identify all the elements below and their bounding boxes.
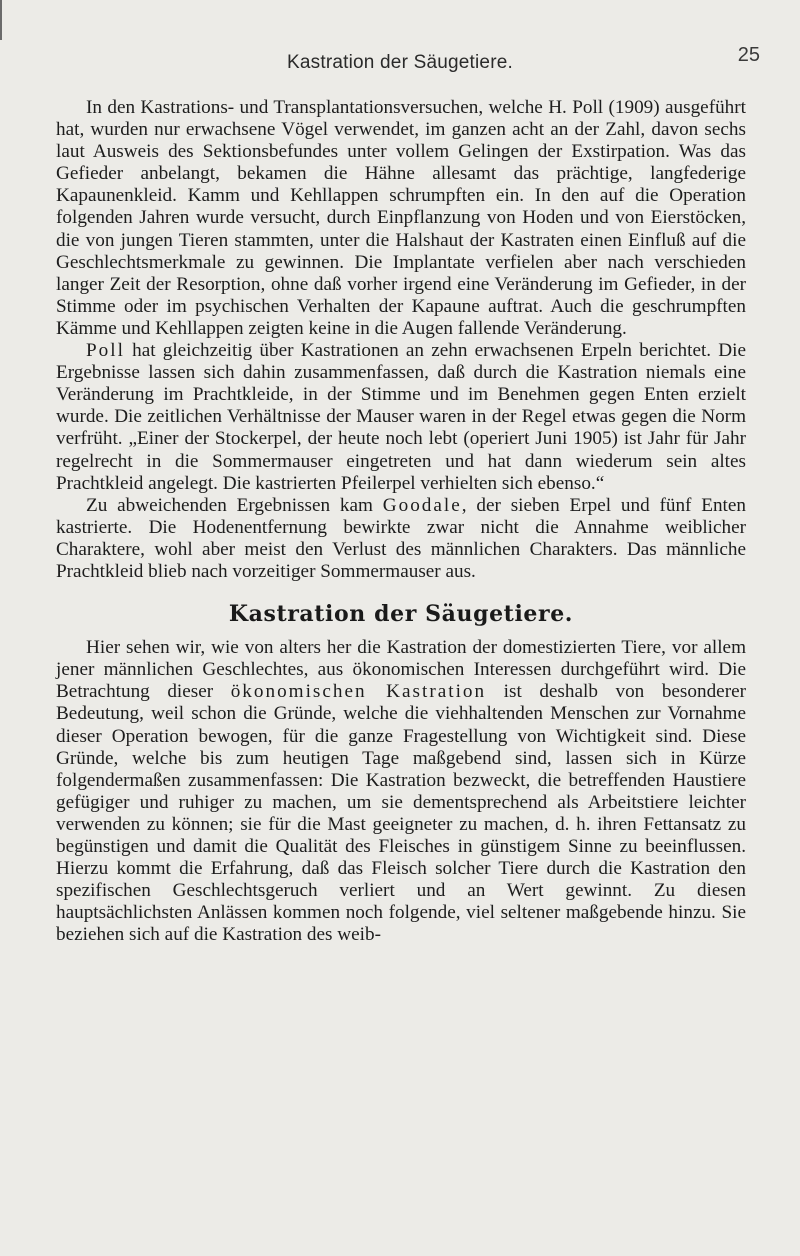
paragraph-poll-1909: In den Kastrations- und Transplantationsversuchen, welche H. Poll (1909) ausgeführt hat, wurden nur erwachsene Vögel verwendet, im ganzen acht an der Zahl, davon sechs laut Ausweis des Sektionsbefundes unter vollem Gelingen der Exstirpation. Was das Gefieder anbelangt, bekamen die Hähne allesamt das prächtige, langfederige Kapaunenkleid. Kamm und Kehllappen schrumpften ein. In den auf die Operation folgenden Jahren wurde versucht, durch Einpflanzung von Hoden und von Eierstöcken, die von jungen Tieren stammten, unter die Halshaut der Kastraten einen Einfluß auf die Geschlechtsmerkmale zu gewinnen. Die Implantate verfielen aber nach verschieden langer Zeit der Resorption, ohne daß vorher irgend eine Veränderung im Gefieder, in der Stimme oder im psychischen Verhalten der Kapaune auftrat. Auch die geschrumpften Kämme und Kehllappen zeigten keine in die Augen fallende Veränderung. [56,97,746,339]
paragraph-goodale-intro: Zu abweichenden Ergebnissen kam [86,494,383,516]
term-oekonomische-kastration: ökonomischen Kastration [230,681,487,703]
paragraph-saeugetiere-text: ist deshalb von besonderer Bedeutung, weil schon die Gründe, welche die viehhaltenden Menschen zur Vornahme dieser Operation bewogen, für die ganze Fragestellung von Wichtigkeit sind. Diese Gründe, welche bis zum heutigen Tage maßgebend sind, lassen sich in Kürze folgendermaßen zusammenfassen: Die Kastration bezweckt, die betreffenden Haustiere gefügiger und ruhiger zu machen, um sie dementsprechend als Arbeitstiere leichter verwenden zu können; sie für die Mast geeigneter zu machen, d. h. ihren Fettansatz zu begünstigen und damit die Qualität des Fleisches in günstigem Sinne zu beeinflussen. Hierzu kommt die Erfahrung, daß das Fleisch solcher Tiere durch die Kastration den spezifischen Geschlechtsgeruch verliert und an Wert gewinnt. Zu diesen hauptsächlichsten Anlässen kommen noch folgende, viel seltener maßgebende hinzu. Sie beziehen sich auf die Kastration des weib- [56,681,746,946]
author-name-poll: Poll [86,340,125,362]
paragraph-saeugetiere-intro: Hier sehen wir, wie von alters her die Kastration der domestizierten Tiere, vor allem jener männlichen Geschlechtes, aus ökonomischen Interessen durchgeführt wird. Die Betrachtung dieser [56,637,746,703]
body-text [56,97,746,946]
paragraph-poll-erpel [56,340,746,495]
paragraph-goodale-text: , der sieben Erpel und fünf Enten kastrierte. Die Hodenentfernung bewirkte zwar nicht die Annahme weiblicher Charaktere, wohl aber meist den Verlust des männlichen Charakters. Das männliche Prachtkleid blieb nach vorzeitiger Sommermauser aus. [56,494,746,582]
running-header [40,44,760,82]
paragraph-goodale [56,495,746,583]
paragraph-poll-erpel-text: hat gleichzeitig über Kastrationen an zehn erwachsenen Erpeln berichtet. Die Ergebnisse lassen sich dahin zusammenfassen, daß durch die Kastration niemals eine Veränderung im Prachtkleide, in der Stimme und im Benehmen gegen Enten erzielt wurde. Die zeitlichen Verhältnisse der Mauser waren in der Regel etwas gegen die Norm verfrüht. „Einer der Stockerpel, der heute noch lebt (operiert Juni 1905) ist Jahr für Jahr regelrecht in die Sommermauser eingetreten und hat dann wiederum sein altes Prachtkleid angelegt. Die kastrierten Pfeilerpel verhielten sich ebenso.“ [56,340,746,494]
page-number: 25 [737,44,760,66]
running-title: Kastration der Säugetiere. [287,52,513,73]
page-edge-line [0,0,2,40]
section-heading: Kastration der Säugetiere. [228,601,574,628]
author-name-goodale: Goodale [382,494,462,516]
paragraph-saeugetiere [56,637,746,946]
